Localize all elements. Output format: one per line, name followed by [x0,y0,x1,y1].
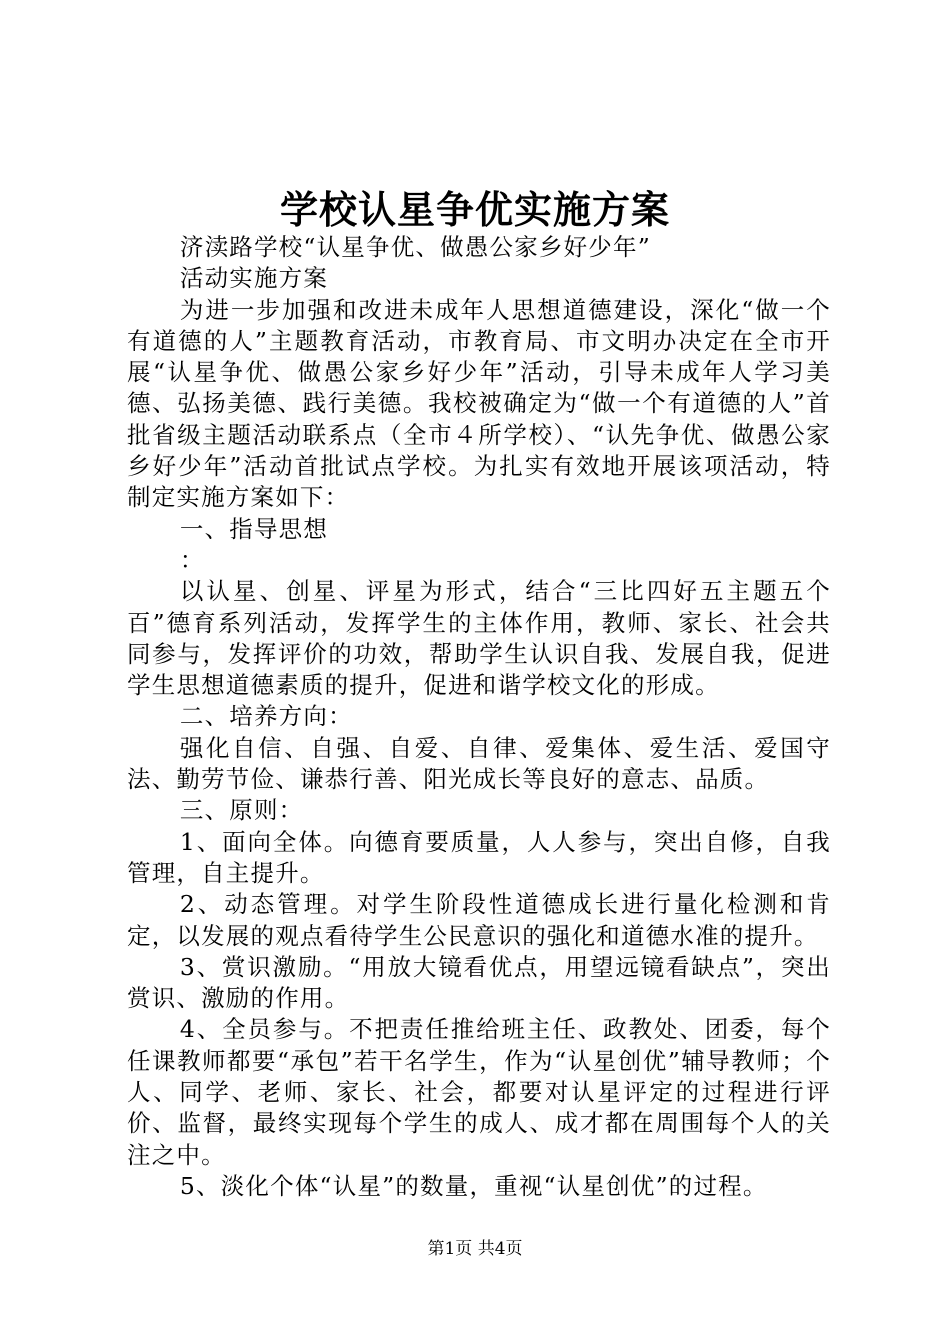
page-footer: 第1页 共4页 [427,1239,523,1259]
section-heading: 三、原则： [179,796,304,825]
list-item: 1、面向全体。向德育要质量，人人参与，突出自修，自我管理，自主提升。 [127,827,831,887]
paragraph: 强化自信、自强、自爱、自律、爱集体、爱生活、爱国守法、勤劳节俭、谦恭行善、阳光成长等良好的意志、品质。 [127,733,831,794]
document-title: 学校认星争优实施方案 [279,187,670,232]
section-heading: 二、培养方向： [179,702,353,731]
paragraph: ： [179,545,205,574]
document-body [127,232,831,1202]
list-item: 5、淡化个体“认星”的数量，重视“认星创优”的过程。 [179,1171,768,1200]
paragraph: 济渎路学校“认星争优、做愚公家乡好少年” [179,233,651,261]
paragraph: 为进一步加强和改进未成年人思想道德建设，深化“做一个有道德的人”主题教育活动，市教育局、市文明办决定在全市开展“认星争优、做愚公家乡好少年”活动，引导未成年人学习美德、弘扬美德、践行美德。我校被确定为“做一个有道德的人”首批省级主题活动联系点（全市４所学校）、“认先争优、做愚公家乡好少年”活动首批试点学校。为扎实有效地开展该项活动，特制定实施方案如下： [127,295,831,512]
list-item: 3、赏识激励。“用放大镜看优点，用望远镜看缺点”，突出赏识、激励的作用。 [127,952,831,1013]
paragraph: 活动实施方案 [179,264,329,293]
paragraph: 以认星、创星、评星为形式，结合“三比四好五主题五个百”德育系列活动，发挥学生的主体作用，教师、家长、社会共同参与，发挥评价的功效，帮助学生认识自我、发展自我，促进学生思想道德素质的提升，促进和谐学校文化的形成。 [127,577,831,700]
list-item: 2、动态管理。对学生阶段性道德成长进行量化检测和肯定，以发展的观点看待学生公民意识的强化和道德水准的提升。 [127,890,831,950]
list-item: 4、全员参与。不把责任推给班主任、政教处、团委，每个任课教师都要“承包”若干名学生，作为“认星创优”辅导教师；个人、同学、老师、家长、社会，都要对认星评定的过程进行评价、监督，最终实现每个学生的成人、成才都在周围每个人的关注之中。 [127,1015,831,1169]
section-heading: 一、指导思想 [179,514,329,543]
